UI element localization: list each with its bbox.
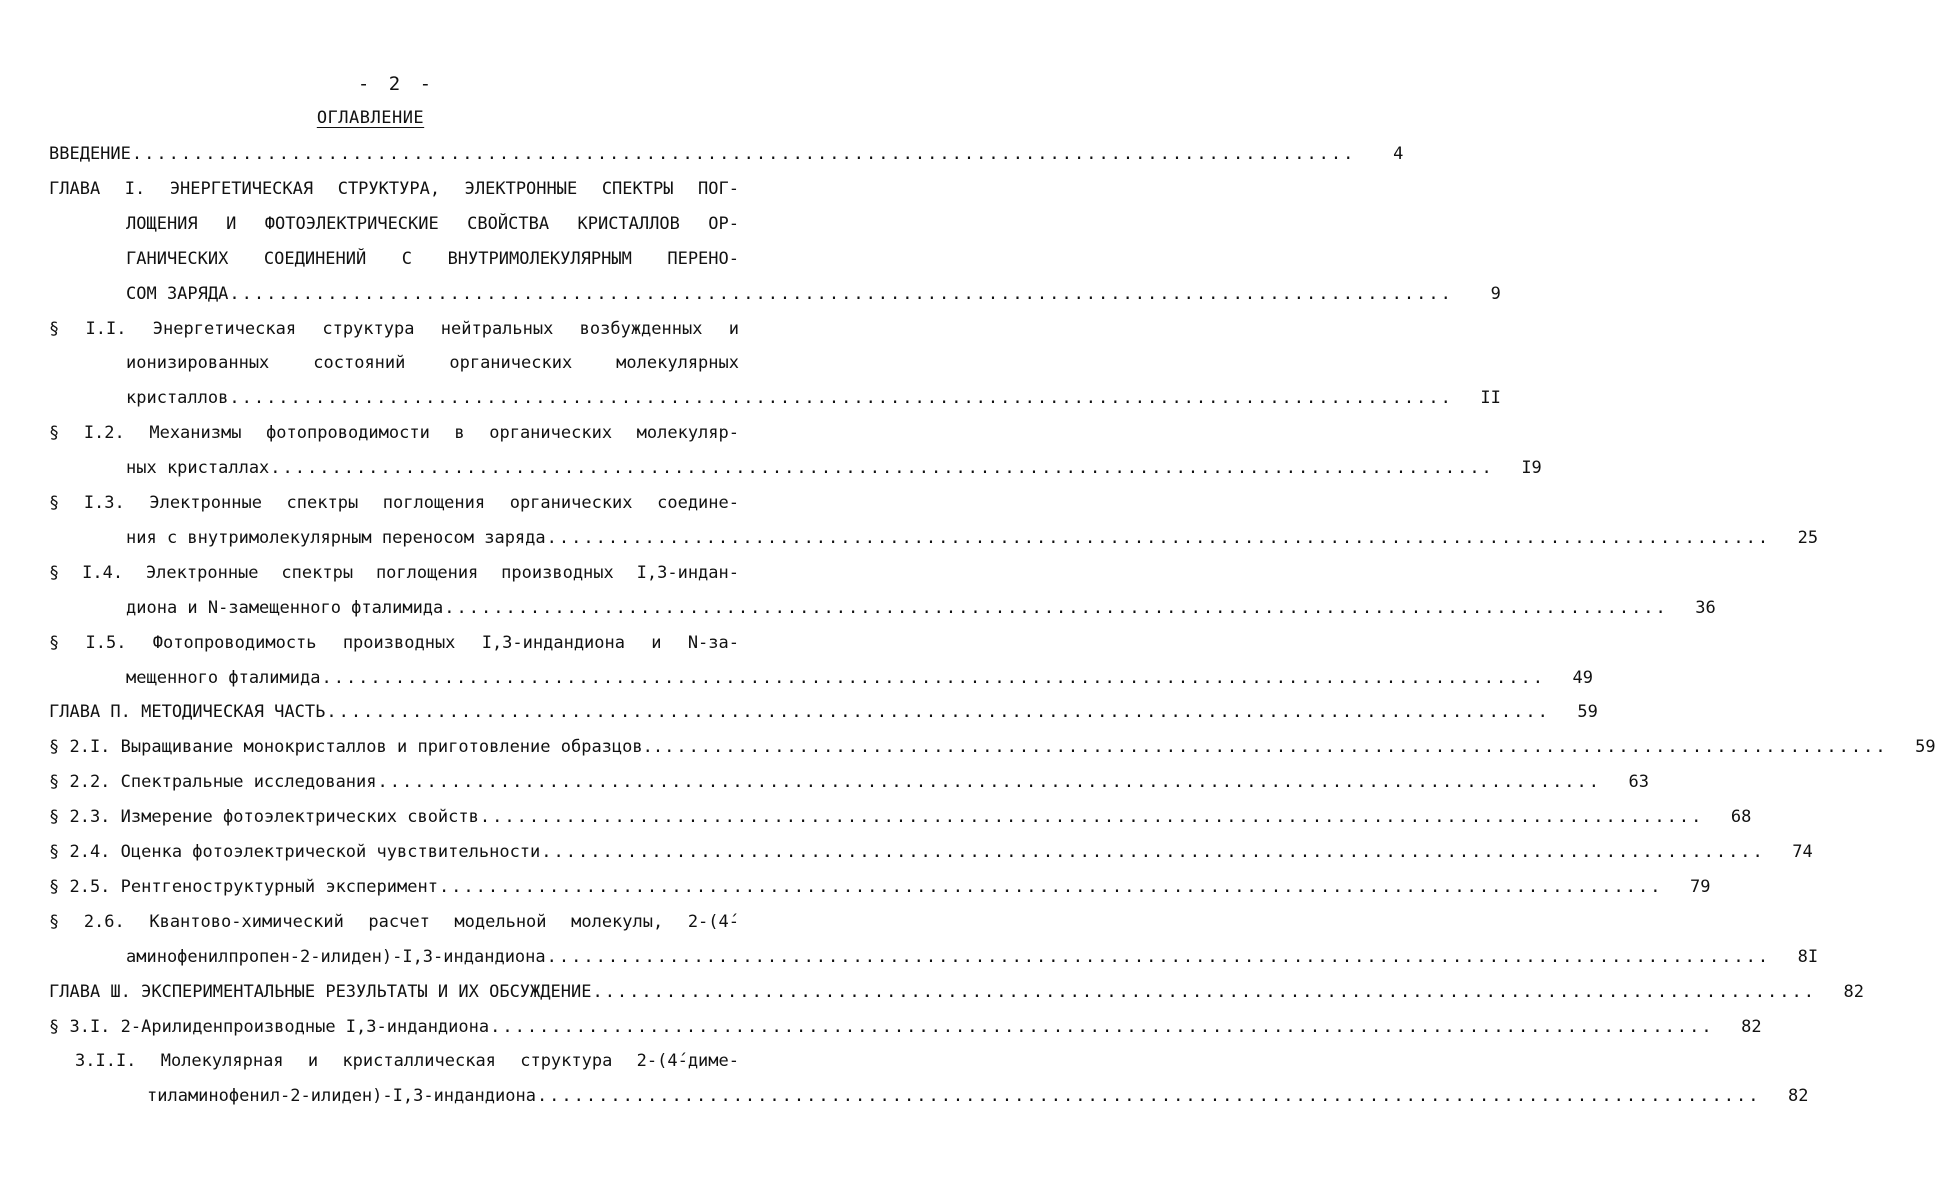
toc-line: ионизированных состояний органических молекулярных <box>126 353 739 374</box>
toc-entry-text: мещенного фталимида <box>126 667 321 688</box>
toc-line: § I.3. Электронные спектры поглощения органических соедине- <box>49 493 739 513</box>
toc-entry-text: ния с внутримолекулярным переносом заряда <box>126 527 546 548</box>
page-title: ОГЛАВЛЕНИЕ <box>316 108 425 128</box>
toc-entry-text: тиламинофенил-2-илиден)-I,3-индандиона <box>147 1086 536 1107</box>
toc-line <box>49 979 1864 1005</box>
toc-line: 3.I.I. Молекулярная и кристаллическая структура 2-(4́-диме- <box>75 1051 739 1072</box>
toc-line <box>49 874 1711 900</box>
dot-leader: .................................................................................................... <box>326 702 1550 723</box>
dot-leader: .................................................................................................... <box>479 807 1704 828</box>
dot-leader: .................................................................................................... <box>229 388 1453 409</box>
toc-page-number: 82 <box>1787 1086 1809 1107</box>
toc-page-number: II <box>1480 388 1501 409</box>
toc-page-number: 8I <box>1797 946 1819 967</box>
toc-line: ЛОЩЕНИЯ И ФОТОЭЛЕКТРИЧЕСКИЕ СВОЙСТВА КРИСТАЛЛОВ ОР- <box>126 213 739 234</box>
toc-line <box>49 804 1752 830</box>
toc-line: § I.4. Электронные спектры поглощения производных I,3-индан- <box>49 562 739 583</box>
toc-line <box>49 699 1598 725</box>
toc-line <box>126 525 1819 551</box>
toc-entry-text: § 2.2. Спектральные исследования <box>49 772 377 793</box>
toc-entry-text: § 2.3. Измерение фотоэлектрических свойств <box>49 807 479 828</box>
toc-line: § I.I. Энергетическая структура нейтральных возбужденных и <box>49 318 739 339</box>
toc-line <box>49 839 1813 865</box>
toc-line <box>49 141 1404 167</box>
dot-leader: .................................................................................................... <box>438 876 1663 897</box>
toc-entry-text: СОМ ЗАРЯДА <box>126 283 229 304</box>
dot-leader: .................................................................................................... <box>541 842 1765 862</box>
toc-line: § 2.6. Квантово-химический расчет модельной молекулы, 2-(4́- <box>49 911 739 932</box>
toc-entry-text: § 2.5. Рентгеноструктурный эксперимент <box>49 876 438 897</box>
toc-entry-text: аминофенилпропен-2-илиден)-I,3-индандиона <box>126 946 546 967</box>
toc-line <box>49 1014 1762 1040</box>
dot-leader: .................................................................................................... <box>664 737 1888 758</box>
toc-line <box>147 1083 1809 1109</box>
toc-line: § I.5. Фотопроводимость производных I,3-индандиона и N-за- <box>49 632 739 653</box>
dot-leader: .................................................................................................... <box>377 772 1602 793</box>
dot-leader: .................................................................................................... <box>546 527 1771 548</box>
toc-page-number: 63 <box>1628 772 1650 793</box>
dot-leader: .................................................................................................... <box>131 144 1356 164</box>
toc-line <box>49 769 1650 795</box>
toc-entry-text: диона и N-замещенного фталимида <box>126 597 444 618</box>
toc-entry-text: кристаллов <box>126 388 229 409</box>
toc-entry-text: ГЛАВА П. МЕТОДИЧЕСКАЯ ЧАСТЬ <box>49 702 326 723</box>
toc-entry-text: § 3.I. 2-Арилиденпроизводные I,3-индандиона <box>49 1016 490 1037</box>
toc-page-number: 9 <box>1490 283 1501 304</box>
toc-entry-text: ВВЕДЕНИЕ <box>49 144 131 164</box>
toc-line <box>126 944 1819 970</box>
dot-leader: .................................................................................................... <box>270 458 1494 479</box>
toc-page-number: 25 <box>1797 527 1819 548</box>
toc-line <box>49 734 1936 760</box>
toc-page-number: 74 <box>1792 842 1813 862</box>
dot-leader: .................................................................................................... <box>444 597 1668 618</box>
dot-leader: .................................................................................................... <box>490 1016 1714 1037</box>
toc-entry-text: § 2.4. Оценка фотоэлектрической чувствительности <box>49 842 541 862</box>
toc-page-number: 82 <box>1843 981 1864 1002</box>
page-number: - 2 - <box>357 73 436 95</box>
toc-line: ГЛАВА I. ЭНЕРГЕТИЧЕСКАЯ СТРУКТУРА, ЭЛЕКТРОННЫЕ СПЕКТРЫ ПОГ- <box>49 178 739 199</box>
toc-page-number: 79 <box>1689 876 1711 897</box>
toc-page-number: I9 <box>1521 458 1542 479</box>
toc-page-number: 4 <box>1393 144 1404 164</box>
toc-line <box>126 385 1501 411</box>
toc-page-number: 59 <box>1915 737 1936 758</box>
toc-page-number: 82 <box>1741 1016 1762 1037</box>
dot-leader: .................................................................................................... <box>536 1086 1761 1107</box>
toc-page-number: 68 <box>1730 807 1752 828</box>
toc-line <box>126 455 1542 481</box>
toc-entry-text: § 2.I. Выращивание монокристаллов и приготовление образцов.. <box>49 737 664 758</box>
toc-line: ГАНИЧЕСКИХ СОЕДИНЕНИЙ С ВНУТРИМОЛЕКУЛЯРНЫМ ПЕРЕНО- <box>126 248 739 269</box>
toc-entry-text: ГЛАВА Ш. ЭКСПЕРИМЕНТАЛЬНЫЕ РЕЗУЛЬТАТЫ И ИХ ОБСУЖДЕНИЕ <box>49 981 592 1002</box>
dot-leader: .................................................................................................... <box>321 667 1545 688</box>
toc-page-number: 59 <box>1577 702 1598 723</box>
dot-leader: .................................................................................................... <box>546 946 1771 967</box>
toc-line <box>126 281 1501 307</box>
toc-page-number: 49 <box>1572 667 1593 688</box>
toc-entry-text: ных кристаллах <box>126 458 270 479</box>
toc-line <box>126 595 1716 621</box>
toc-page-number: 36 <box>1695 597 1716 618</box>
toc-line: § I.2. Механизмы фотопроводимости в органических молекуляр- <box>49 423 739 444</box>
dot-leader: .................................................................................................... <box>592 981 1816 1002</box>
dot-leader: .................................................................................................... <box>229 283 1453 304</box>
toc-line <box>126 665 1593 691</box>
